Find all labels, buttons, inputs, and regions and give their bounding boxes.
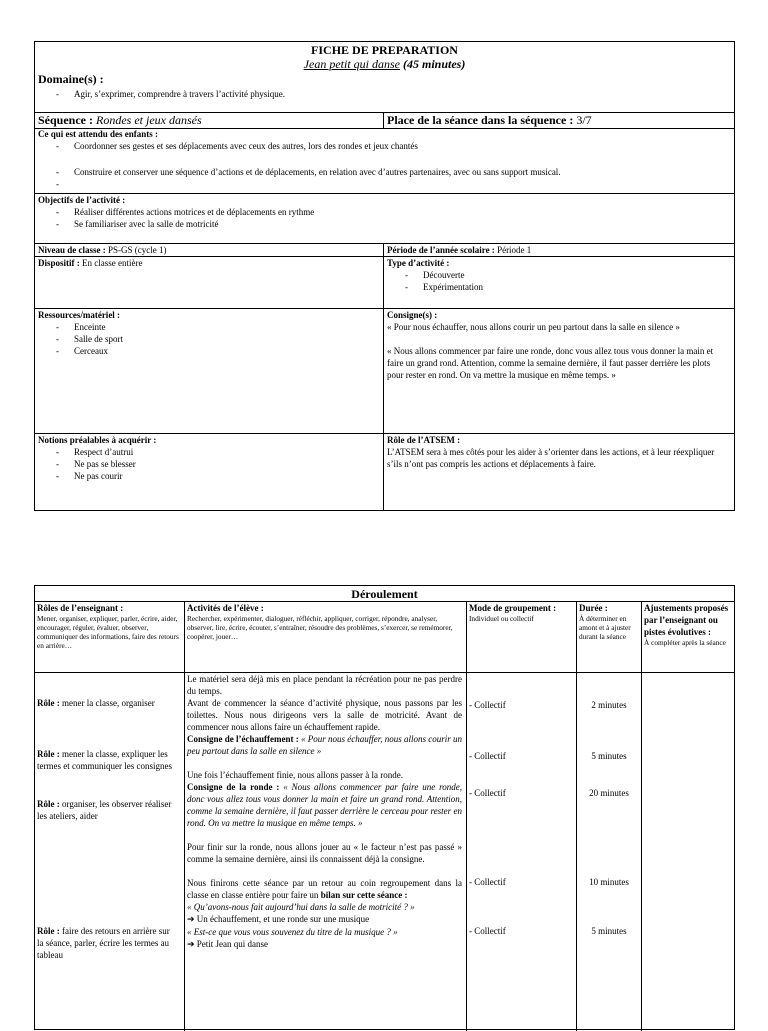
atsem-label: Rôle de l’ATSEM : (387, 435, 461, 445)
row2-mode: - Collectif (469, 751, 506, 761)
place-cell (387, 113, 592, 127)
row1-role: Rôle : mener la classe, organiser (37, 698, 155, 708)
arrow-right-icon: ➔ (187, 915, 195, 925)
type-activite-item: - Découverte (387, 269, 727, 281)
row1-activity: Avant de commencer la séance d’activité physique, nous passons par les toilettes. Nous nous dirigeons vers la salle de motricité. Avant de commencer nous allons faire un échauffement rapide. (187, 698, 462, 732)
attendu-section (38, 128, 728, 178)
type-activite-cell (387, 257, 727, 293)
lesson-duration: (45 minutes) (402, 57, 466, 71)
preparation-form (34, 41, 735, 511)
domaine-section (38, 72, 728, 100)
atsem-cell (387, 434, 727, 470)
objectif-item: - Se familiariser avec la salle de motricité (38, 218, 728, 230)
consignes-label: Consigne(s) : (387, 310, 438, 320)
notion-item: - Ne pas se blesser (38, 458, 378, 470)
row5-activity: Nous finirons cette séance par un retour au coin regroupement dans la classe en classe entière pour faire un bilan sur cette séance : (187, 878, 462, 900)
periode-value: Période 1 (497, 245, 532, 255)
row3-activity: Consigne de la ronde : « Nous allons commencer par faire une ronde, donc vous allez tous vous donner la main et faire un grand rond. Attention, comme la semaine dernière, il faut passer derrière le cerceau pour rester en rond. On va mettre la musique en même temps. » (187, 782, 462, 828)
niveau-value: PS-GS (cycle 1) (108, 245, 167, 255)
row2-role: Rôle : mener la classe, expliquer les termes et communiquer les consignes (37, 749, 172, 771)
domaine-label: Domaine(s) : (38, 72, 104, 86)
row3-duree: 20 minutes (589, 788, 629, 798)
sequence-cell (38, 113, 202, 127)
lesson-title[interactable]: Jean petit qui danse (303, 57, 400, 71)
header-duree: Durée : À déterminer en amont et à ajuster durant la séance (579, 603, 631, 641)
activites-column (187, 673, 462, 951)
objectif-item: - Réaliser différentes actions motrices et de déplacements en rythme (38, 206, 728, 218)
attendu-label: Ce qui est attendu des enfants : (38, 129, 159, 139)
ressource-item: - Enceinte (38, 321, 378, 333)
consigne-text: « Pour nous échauffer, nous allons courir un peu partout dans la salle en silence » (387, 322, 680, 332)
niveau-label: Niveau de classe : (38, 245, 106, 255)
arrow-right-icon: ➔ (187, 940, 195, 950)
periode-cell (387, 244, 531, 256)
periode-label: Période de l’année scolaire : (387, 245, 495, 255)
row5-duree: 5 minutes (591, 926, 627, 936)
form-title: FICHE DE PREPARATION (311, 43, 458, 57)
niveau-cell (38, 244, 167, 256)
row1-mode: - Collectif (469, 700, 506, 710)
notions-label: Notions préalables à acquérir : (38, 435, 157, 445)
row2-activity: Consigne de l’échauffement : « Pour nous échauffer, nous allons courir un peu partout dans la salle en silence » (187, 734, 462, 756)
row5-mode: - Collectif (469, 926, 506, 936)
row1-duree: 2 minutes (591, 700, 627, 710)
objectifs-section (38, 194, 728, 230)
notion-item: - Ne pas courir (38, 470, 378, 482)
row5-question: « Qu’avons-nous fait aujourd’hui dans la salle de motricité ? » (187, 902, 415, 912)
row5-answer: ➔ Un échauffement, et une ronde sur une musique (187, 914, 370, 925)
place-label: Place de la séance dans la séquence : (387, 113, 574, 127)
attendu-item: - Coordonner ses gestes et ses déplacements avec ceux des autres, lors des rondes et jeux chantés (38, 140, 728, 152)
row4-duree: 10 minutes (589, 877, 629, 887)
consigne-text: « Nous allons commencer par faire une ronde, donc vous allez tous vous donner la main et faire un grand rond. Attention, comme la semaine dernière, il faut passer derrière les plots pour rester en rond. On va mettre la musique en même temps. » (387, 346, 714, 380)
deroulement-title: Déroulement (351, 587, 418, 601)
type-activite-label: Type d’activité : (387, 258, 450, 268)
row3-mode: - Collectif (469, 788, 506, 798)
row1-intro: Le matériel sera déjà mis en place pendant la récréation pour ne pas perdre du temps. (187, 674, 462, 696)
row5-question: « Est-ce que vous vous souvenez du titre de la musique ? » (187, 927, 398, 937)
ressource-item: - Cerceaux (38, 345, 378, 357)
row4-activity: Pour finir sur la ronde, nous allons jouer au « le facteur n’est pas passé » comme la semaine dernière, ainsi ils connaissent déjà la consigne. (187, 842, 462, 864)
deroulement-table (34, 585, 735, 1030)
dispositif-value: En classe entière (82, 258, 143, 268)
domaine-item: - Agir, s’exprimer, comprendre à travers l’activité physique. (38, 88, 728, 100)
header-roles: Rôles de l’enseignant : Mener, organiser, expliquer, parler, écrire, aider, encourager, réguler, évaluer, observer, communiquer des informations, faire des retours en arrière… (37, 603, 179, 650)
row2-duree: 5 minutes (591, 751, 627, 761)
row3-role: Rôle : organiser, les observer réaliser les ateliers, aider (37, 799, 172, 821)
row5-answer: ➔ Petit Jean qui danse (187, 939, 269, 950)
row4-mode: - Collectif (469, 877, 506, 887)
header-activites: Activités de l’élève : Rechercher, expérimenter, dialoguer, réfléchir, appliquer, corriger, répondre, analyser, observer, lire, écrire, écouter, s’entraîner, résoudre des problèmes, s’exercer, se remémorer, coopérer, jouer… (187, 603, 453, 641)
notion-item: - Respect d’autrui (38, 446, 378, 458)
dispositif-cell (38, 257, 142, 269)
row3-intro: Une fois l’échauffement finie, nous allons passer à la ronde. (187, 770, 404, 780)
objectifs-label: Objectifs de l’activité : (38, 195, 126, 205)
form-header (35, 43, 734, 71)
place-value: 3/7 (576, 113, 592, 127)
notions-cell (38, 434, 378, 482)
atsem-text: L’ATSEM sera à mes côtés pour les aider à s’orienter dans les actions, et à leur réexpliquer s’ils n’ont pas compris les actions et déplacements à faire. (387, 447, 715, 469)
consignes-cell (387, 309, 727, 381)
ressources-label: Ressources/matériel : (38, 310, 121, 320)
type-activite-item: - Expérimentation (387, 281, 727, 293)
dispositif-label: Dispositif : (38, 258, 80, 268)
row5-role: Rôle : faire des retours en arrière sur la séance, parler, écrire les termes au tableau (37, 926, 170, 960)
attendu-item: - Construire et conserver une séquence d’actions et de déplacements, en relation avec d’autres partenaires, avec ou sans support musical. (38, 166, 728, 178)
header-mode: Mode de groupement : Individuel ou collectif (469, 603, 557, 623)
sequence-value: Rondes et jeux dansés (96, 113, 202, 127)
header-ajustements: Ajustements proposés par l’enseignant ou pistes évolutives : À compléter après la séance (644, 603, 729, 647)
sequence-label: Séquence : (38, 113, 93, 127)
ressource-item: - Salle de sport (38, 333, 378, 345)
ressources-cell (38, 309, 378, 357)
